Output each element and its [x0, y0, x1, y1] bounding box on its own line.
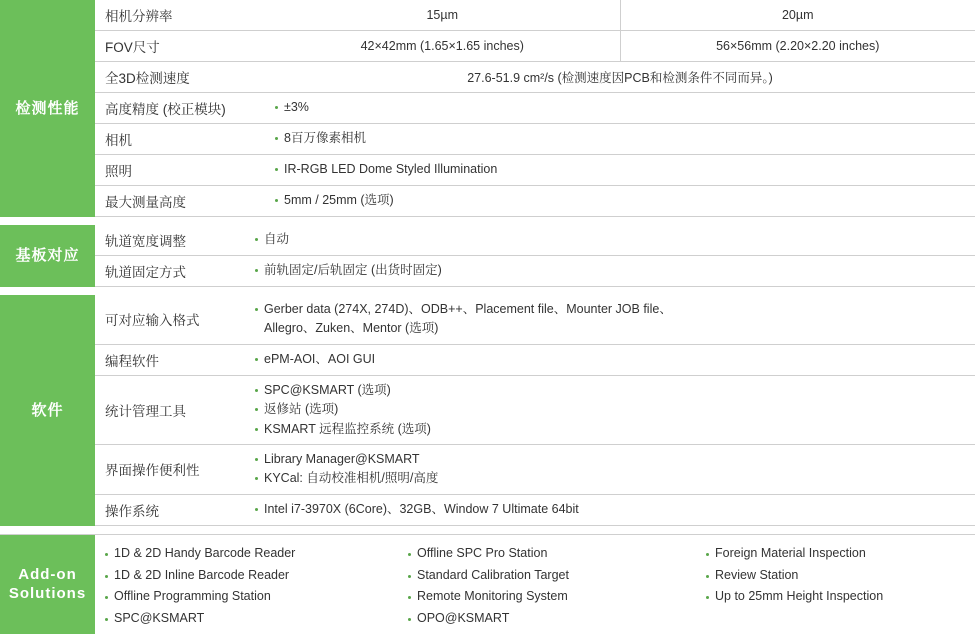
row-values: [265, 155, 975, 185]
section-board-handling: [0, 225, 975, 287]
row-value: [245, 345, 975, 375]
value-text: 8百万像素相机: [275, 129, 366, 148]
row-value: [245, 495, 975, 525]
row-label: 轨道宽度调整: [95, 225, 245, 255]
list-item: Review Station: [706, 565, 967, 587]
row-label: 相机: [95, 124, 245, 154]
value-text: KSMART 远程监控系统 (选项): [255, 420, 431, 439]
section-category-label: 检测性能: [0, 0, 95, 217]
value-text: IR-RGB LED Dome Styled Illumination: [275, 160, 497, 179]
row-values: [265, 62, 975, 92]
value-text: KYCal: 自动校准相机/照明/高度: [255, 469, 438, 488]
section-addon-solutions: [0, 534, 975, 634]
row-label: 高度精度 (校正模块): [95, 93, 245, 123]
table-row: [95, 256, 975, 287]
table-row: [95, 93, 975, 124]
row-value: [245, 376, 975, 444]
table-row: [95, 345, 975, 376]
column-gap: [245, 62, 265, 92]
row-values: [265, 186, 975, 216]
cell-value: 42×42mm (1.65×1.65 inches): [265, 31, 620, 61]
section-category-label: 基板对应: [0, 225, 95, 287]
row-value: [245, 256, 975, 286]
column-gap: [245, 0, 265, 30]
list-item: OPO@KSMART: [408, 608, 698, 630]
row-value: [245, 225, 975, 255]
section-spacer: [0, 287, 975, 295]
table-row: [95, 225, 975, 256]
value-text: 自动: [255, 230, 289, 249]
table-row: [95, 155, 975, 186]
column-gap: [245, 124, 265, 154]
value-text-continued: Allegro、Zuken、Mentor (选项): [255, 319, 438, 338]
spec-rows: [95, 295, 975, 526]
section-inspection-performance: [0, 0, 975, 217]
row-label: 最大测量高度: [95, 186, 245, 216]
column-gap: [245, 93, 265, 123]
column-gap: [245, 186, 265, 216]
cell-value: [265, 124, 975, 154]
row-label: 相机分辨率: [95, 0, 245, 30]
table-row: [95, 62, 975, 93]
row-values: [265, 93, 975, 123]
section-category-label: 软件: [0, 295, 95, 526]
spec-table: [95, 0, 975, 217]
value-text: Library Manager@KSMART: [255, 450, 420, 469]
section-spacer: [0, 217, 975, 225]
table-row: [95, 495, 975, 526]
value-text: 返修站 (选项): [255, 400, 338, 419]
list-item: Foreign Material Inspection: [706, 543, 967, 565]
column-gap: [245, 31, 265, 61]
row-label: 统计管理工具: [95, 376, 245, 444]
value-text: 5mm / 25mm (选项): [275, 191, 394, 210]
list-item: Standard Calibration Target: [408, 565, 698, 587]
row-label: 操作系统: [95, 495, 245, 525]
table-row: [95, 376, 975, 445]
table-row: [95, 0, 975, 31]
cell-value: 56×56mm (2.20×2.20 inches): [620, 31, 975, 61]
cell-value-spanned: 27.6-51.9 cm²/s (检测速度因PCB和检测条件不同而异。): [265, 62, 975, 92]
cell-value: [265, 186, 975, 216]
addon-column-2: [408, 543, 706, 631]
addon-category-line2: Solutions: [9, 584, 86, 604]
list-item: SPC@KSMART: [105, 608, 400, 630]
list-item: Up to 25mm Height Inspection: [706, 586, 967, 608]
row-label: 照明: [95, 155, 245, 185]
section-software: [0, 295, 975, 526]
row-label: 全3D检测速度: [95, 62, 245, 92]
list-item: Offline Programming Station: [105, 586, 400, 608]
spec-rows: [95, 225, 975, 287]
list-item: Remote Monitoring System: [408, 586, 698, 608]
row-value: [245, 295, 975, 344]
cell-value: [265, 155, 975, 185]
addon-columns: [95, 535, 975, 634]
table-row: [95, 186, 975, 217]
table-row: [95, 295, 975, 345]
cell-value: [265, 93, 975, 123]
addon-column-3: [706, 543, 975, 631]
value-text: ±3%: [275, 98, 309, 117]
row-values: [265, 31, 975, 61]
row-label: 轨道固定方式: [95, 256, 245, 286]
value-text: Gerber data (274X, 274D)、ODB++、Placement file、Mounter JOB file、: [255, 300, 672, 319]
addon-category-line1: Add-on: [9, 565, 86, 585]
row-label: FOV尺寸: [95, 31, 245, 61]
list-item: 1D & 2D Handy Barcode Reader: [105, 543, 400, 565]
row-label: 界面操作便利性: [95, 445, 245, 494]
row-label: 编程软件: [95, 345, 245, 375]
row-label: 可对应输入格式: [95, 295, 245, 344]
value-text: ePM-AOI、AOI GUI: [255, 350, 375, 369]
value-text: SPC@KSMART (选项): [255, 381, 391, 400]
column-headers: [265, 0, 975, 30]
column-header-1: 15µm: [265, 0, 620, 30]
value-text: 前轨固定/后轨固定 (出货时固定): [255, 261, 442, 280]
section-spacer: [0, 526, 975, 534]
table-row: [95, 445, 975, 495]
row-value: [245, 445, 975, 494]
column-gap: [245, 155, 265, 185]
value-text: Intel i7-3970X (6Core)、32GB、Window 7 Ultimate 64bit: [255, 500, 579, 519]
section-category-label: [0, 535, 95, 634]
column-header-2: 20µm: [620, 0, 975, 30]
table-row: [95, 124, 975, 155]
list-item: Offline SPC Pro Station: [408, 543, 698, 565]
row-values: [265, 124, 975, 154]
list-item: 1D & 2D Inline Barcode Reader: [105, 565, 400, 587]
addon-column-1: [105, 543, 408, 631]
table-row: [95, 31, 975, 62]
